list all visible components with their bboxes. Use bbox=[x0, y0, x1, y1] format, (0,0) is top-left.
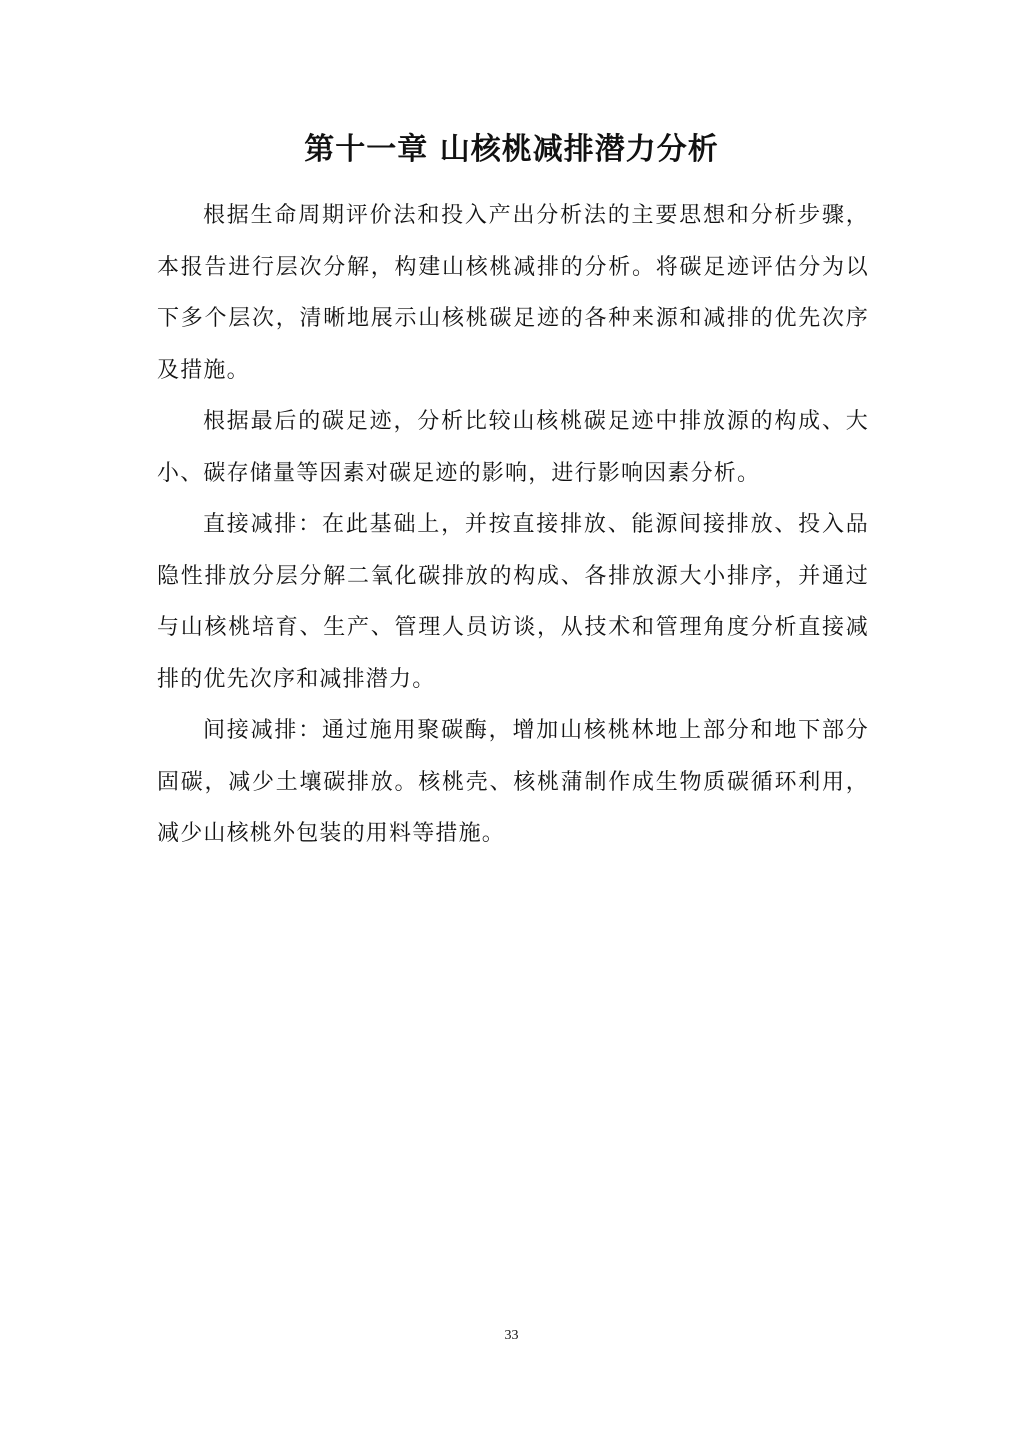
page-number: 33 bbox=[504, 1328, 519, 1343]
paragraph-2: 根据最后的碳足迹，分析比较山核桃碳足迹中排放源的构成、大小、碳存储量等因素对碳足迹的影响，进行影响因素分析。 bbox=[157, 409, 869, 486]
paragraph-4: 间接减排：通过施用聚碳酶，增加山核桃林地上部分和地下部分固碳，减少土壤碳排放。核桃壳、核桃蒲制作成生物质碳循环利用，减少山核桃外包装的用料等措施。 bbox=[157, 718, 869, 846]
body-text bbox=[157, 190, 869, 860]
chapter-title: 第十一章 山核桃减排潜力分析 bbox=[304, 132, 719, 167]
paragraph-1: 根据生命周期评价法和投入产出分析法的主要思想和分析步骤，本报告进行层次分解，构建山核桃减排的分析。将碳足迹评估分为以下多个层次，清晰地展示山核桃碳足迹的各种来源和减排的优先次序及措施。 bbox=[157, 203, 869, 383]
paragraph-3: 直接减排：在此基础上，并按直接排放、能源间接排放、投入品隐性排放分层分解二氧化碳排放的构成、各排放源大小排序，并通过与山核桃培育、生产、管理人员访谈，从技术和管理角度分析直接减排的优先次序和减排潜力。 bbox=[157, 512, 869, 692]
